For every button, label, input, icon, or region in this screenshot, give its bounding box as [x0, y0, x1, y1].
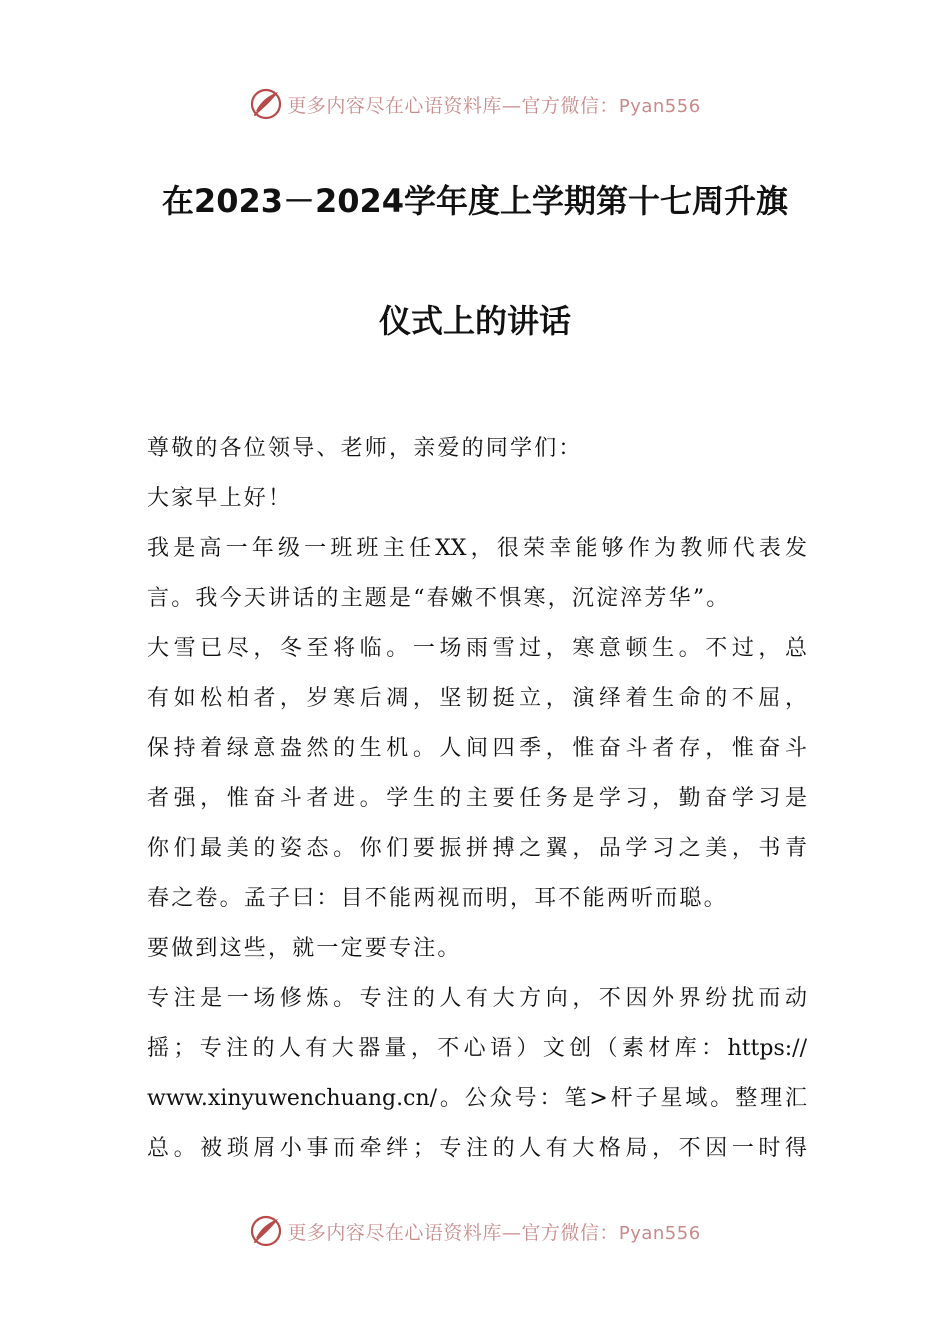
- paragraph-line: 者强，惟奋斗者进。学生的主要任务是学习，勤奋学习是: [147, 786, 807, 811]
- paragraph-line: 大雪已尽，冬至将临。一场雨雪过，寒意顿生。不过，总: [147, 636, 807, 661]
- document-title-line-1: 在2023－2024学年度上学期第十七周升旗: [161, 182, 789, 220]
- paragraph-line: 我是高一年级一班班主任XX，很荣幸能够作为教师代表发: [147, 536, 807, 561]
- paragraph-line: www.xinyuwenchuang.cn/。公众号：笔>杆子星域。整理汇: [147, 1086, 807, 1111]
- greeting-line: 大家早上好！: [147, 486, 293, 511]
- watermark-text: 更多内容尽在心语资料库—官方微信：Pyan556: [287, 1221, 701, 1244]
- document-body: [147, 424, 807, 1174]
- paragraph-line: 专注是一场修炼。专注的人有大方向，不因外界纷扰而动: [147, 986, 807, 1011]
- watermark-header: [0, 84, 950, 124]
- paragraph-line: 要做到这些，就一定要专注。: [147, 936, 462, 961]
- paragraph-line: 你们最美的姿态。你们要振拼搏之翼，品学习之美，书青: [147, 836, 807, 861]
- watermark-footer: [0, 1211, 950, 1251]
- paragraph-line: 有如松柏者，岁寒后凋，坚韧挺立，演绎着生命的不屈，: [147, 686, 807, 711]
- paragraph-line: 言。我今天讲话的主题是“春嫩不惧寒，沉淀淬芳华”。: [147, 586, 731, 611]
- quill-pen-logo-icon: [249, 1214, 283, 1248]
- paragraph-line: 春之卷。孟子曰：目不能两视而明，耳不能两听而聪。: [147, 886, 728, 911]
- paragraph-line: 保持着绿意盎然的生机。人间四季，惟奋斗者存，惟奋斗: [147, 736, 807, 761]
- watermark-text: 更多内容尽在心语资料库—官方微信：Pyan556: [287, 94, 701, 117]
- paragraph-line: 总。被琐屑小事而牵绊；专注的人有大格局，不因一时得: [147, 1136, 807, 1161]
- salutation-line: 尊敬的各位领导、老师，亲爱的同学们：: [147, 436, 583, 461]
- quill-pen-logo-icon: [249, 87, 283, 121]
- document-title-line-2: 仪式上的讲话: [378, 302, 571, 340]
- paragraph-line: 摇；专注的人有大器量，不心语）文创（素材库：https://: [147, 1036, 807, 1061]
